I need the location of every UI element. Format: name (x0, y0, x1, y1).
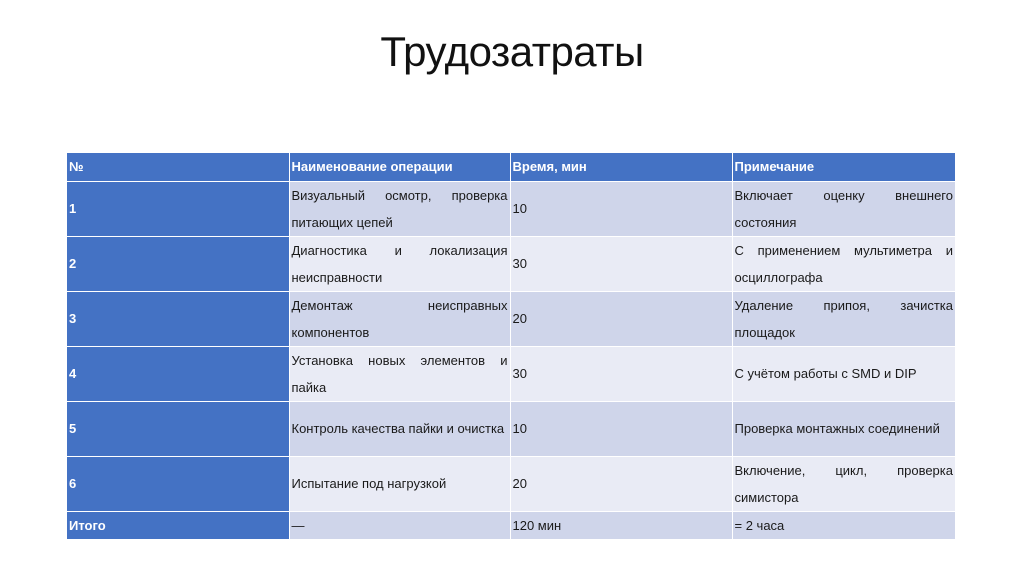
header-number: № (67, 153, 289, 181)
total-label: Итого (67, 511, 289, 539)
time-cell: 20 (510, 456, 732, 511)
table-header-row (67, 153, 955, 181)
operation-cell: Установка новых элементов и пайка (289, 346, 510, 401)
operation-cell: Визуальный осмотр, проверка питающих цепей (289, 181, 510, 236)
table-row (67, 456, 955, 511)
table-row (67, 346, 955, 401)
row-number: 6 (67, 456, 289, 511)
table-row (67, 181, 955, 236)
time-cell: 20 (510, 291, 732, 346)
total-operation: — (289, 511, 510, 539)
header-time: Время, мин (510, 153, 732, 181)
note-cell: С учётом работы с SMD и DIP (732, 346, 955, 401)
row-number: 4 (67, 346, 289, 401)
table-row (67, 236, 955, 291)
row-number: 2 (67, 236, 289, 291)
note-cell: С применением мультиметра и осциллографа (732, 236, 955, 291)
row-number: 5 (67, 401, 289, 456)
row-number: 1 (67, 181, 289, 236)
note-cell: Удаление припоя, зачистка площадок (732, 291, 955, 346)
table-row (67, 291, 955, 346)
note-cell: Включение, цикл, проверка симистора (732, 456, 955, 511)
slide-title: Трудозатраты (380, 28, 644, 75)
total-note: = 2 часа (732, 511, 955, 539)
header-note: Примечание (732, 153, 955, 181)
time-cell: 30 (510, 346, 732, 401)
time-cell: 10 (510, 181, 732, 236)
total-time: 120 мин (510, 511, 732, 539)
time-cell: 10 (510, 401, 732, 456)
labor-table (67, 153, 955, 540)
table-row (67, 401, 955, 456)
operation-cell: Демонтаж неисправных компонентов (289, 291, 510, 346)
operation-cell: Диагностика и локализация неисправности (289, 236, 510, 291)
row-number: 3 (67, 291, 289, 346)
operation-cell: Контроль качества пайки и очистка (289, 401, 510, 456)
note-cell: Проверка монтажных соединений (732, 401, 955, 456)
header-operation: Наименование операции (289, 153, 510, 181)
operation-cell: Испытание под нагрузкой (289, 456, 510, 511)
total-row (67, 511, 955, 539)
time-cell: 30 (510, 236, 732, 291)
note-cell: Включает оценку внешнего состояния (732, 181, 955, 236)
